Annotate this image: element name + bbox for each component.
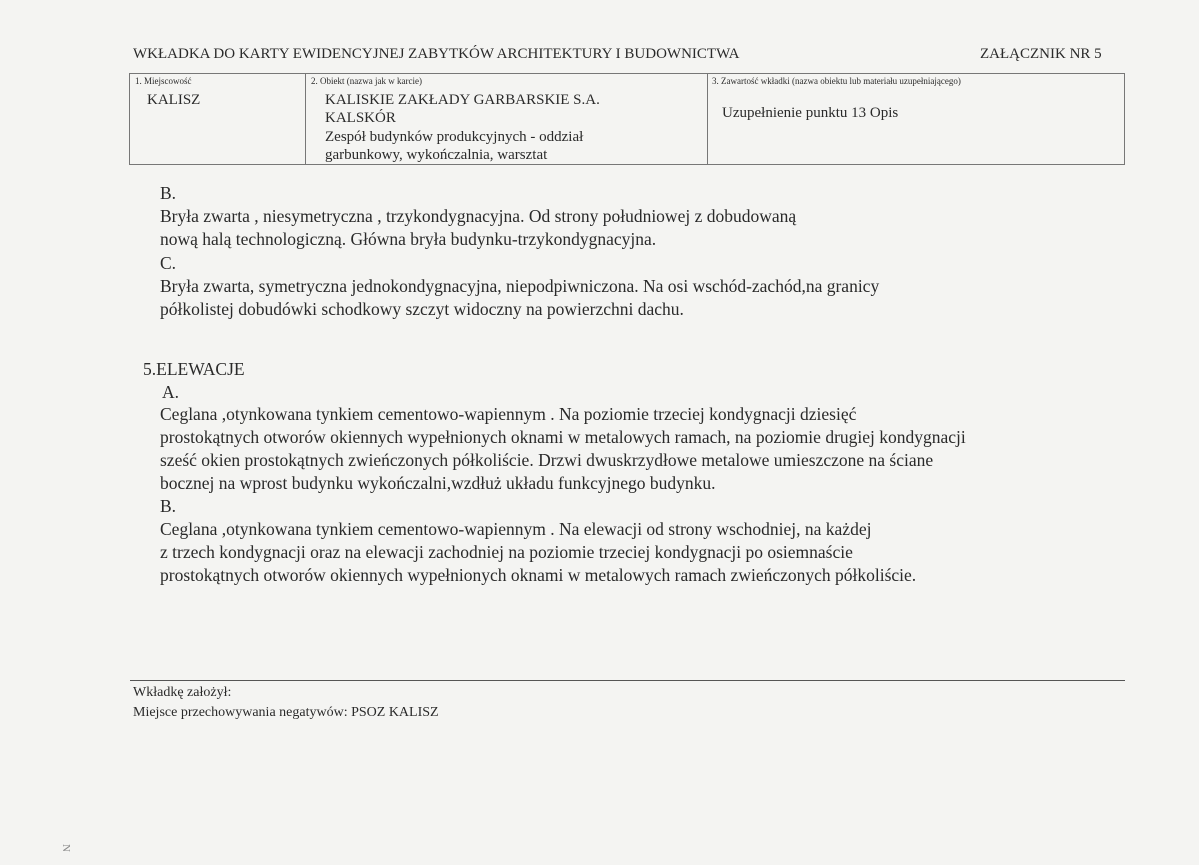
paragraph-line: półkolistej dobudówki schodkowy szczyt widoczny na powierzchni dachu.	[160, 299, 684, 319]
paragraph-line: Ceglana ,otynkowana tynkiem cementowo-wapiennym . Na elewacji od strony wschodniej, na każdej	[160, 519, 872, 539]
object-line: garbunkowy, wykończalnia, warsztat	[325, 147, 548, 163]
object-label: 2. Obiekt (nazwa jak w karcie)	[311, 76, 422, 86]
paragraph-line: nową halą technologiczną. Główna bryła budynku-trzykondygnacyjna.	[160, 229, 657, 249]
subsection-heading: A.	[162, 382, 180, 402]
paragraph-line: z trzech kondygnacji oraz na elewacji zachodniej na poziomie trzeciej kondygnacji po osiemnaście	[160, 542, 853, 562]
attachment-number: ZAŁĄCZNIK NR 5	[980, 46, 1102, 62]
paragraph-line: prostokątnych otworów okiennych wypełnionych oknami w metalowych ramach, na poziomie drugiej kondygnacji	[160, 427, 966, 447]
object-line: Zespół budynków produkcyjnych - oddział	[325, 129, 584, 145]
content-label: 3. Zawartość wkładki (nazwa obiektu lub materiału uzupełniającego)	[712, 76, 961, 86]
locality-label: 1. Miejscowość	[135, 76, 192, 86]
footer-divider	[130, 680, 1125, 681]
header-table	[129, 73, 1125, 165]
section-heading: 5.ELEWACJE	[143, 359, 245, 379]
subsection-heading: B.	[160, 496, 177, 516]
paragraph-line: Ceglana ,otynkowana tynkiem cementowo-wapiennym . Na poziomie trzeciej kondygnacji dziesięć	[160, 404, 857, 424]
subsection-heading: C.	[160, 253, 177, 273]
subsection-heading: B.	[160, 183, 177, 203]
author-label: Wkładkę założył:	[133, 685, 232, 700]
page-mark: N	[59, 844, 72, 852]
object-line: KALSKÓR	[325, 110, 396, 126]
paragraph-line: Bryła zwarta , niesymetryczna , trzykondygnacyjna. Od strony południowej z dobudowaną	[160, 206, 797, 226]
paragraph-line: bocznej na wprost budynku wykończalni,wzdłuż układu funkcyjnego budynku.	[160, 473, 716, 493]
object-line: KALISKIE ZAKŁADY GARBARSKIE S.A.	[325, 92, 600, 108]
locality-value: KALISZ	[147, 92, 201, 108]
document-title: WKŁADKA DO KARTY EWIDENCYJNEJ ZABYTKÓW ARCHITEKTURY I BUDOWNICTWA	[133, 46, 740, 62]
content-value: Uzupełnienie punktu 13 Opis	[722, 105, 899, 121]
paragraph-line: prostokątnych otworów okiennych wypełnionych oknami w metalowych ramach zwieńczonych półkoliście.	[160, 565, 917, 585]
paragraph-line: sześć okien prostokątnych zwieńczonych półkoliście. Drzwi dwuskrzydłowe metalowe umieszczone na ściane	[160, 450, 934, 470]
paragraph-line: Bryła zwarta, symetryczna jednokondygnacyjna, niepodpiwniczona. Na osi wschód-zachód,na granicy	[160, 276, 880, 296]
negatives-storage: Miejsce przechowywania negatywów: PSOZ KALISZ	[133, 705, 439, 720]
